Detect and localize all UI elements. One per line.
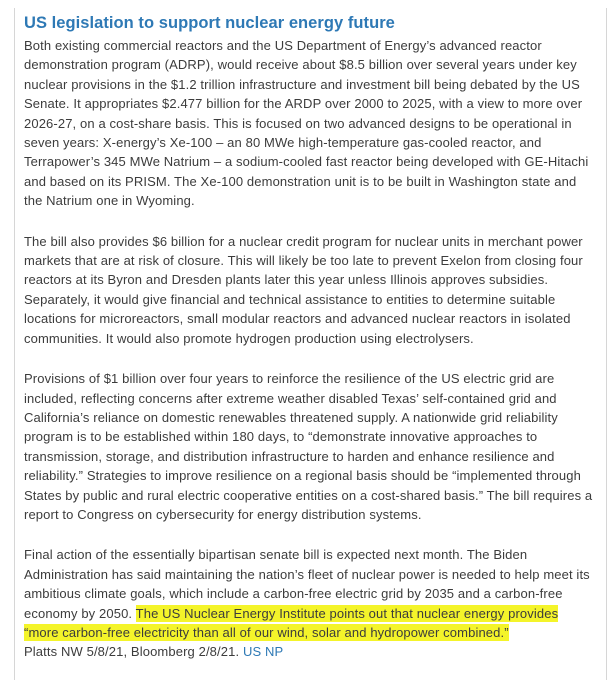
source-link[interactable]: US NP	[242, 644, 284, 660]
source-citation: Platts NW 5/8/21, Bloomberg 2/8/21.	[24, 644, 243, 660]
highlighted-quote: The US Nuclear Energy Institute points out that nuclear energy provides “more carbon-free electricity than all of our wind, solar and hydropower combined.”	[24, 605, 559, 640]
article-title: US legislation to support nuclear energy future	[24, 14, 395, 32]
paragraph-grid-resilience: Provisions of $1 billion over four years to reinforce the resilience of the US electric grid are included, reflecting concerns after extreme weather disabled Texas’ self-contained grid and California’s reliance on domestic renewables threatened supply. A nationwide grid reliability program is to be established within 180 days, to “demonstrate innovative approaches to transmission, storage, and distribution infrastructure to harden and enhance resilience and reliability.” Strategies to improve resilience on a regional basis should be “implemented through States by public and rural electric cooperative entities on a cost-shared basis.” The bill requires a report to Congress on cybersecurity for energy distribution systems.	[24, 371, 593, 522]
paragraph-advanced-reactors: Both existing commercial reactors and the US Department of Energy’s advanced reactor demonstration program (ADRP), would receive about $8.5 billion over several years under key nuclear provisions in the $1.2 trillion infrastructure and investment bill being debated by the US Senate. It appropriates $2.477 billion for the ARDP over 2000 to 2025, with a view to more over 2026-27, on a cost-share basis. This is focused on two advanced designs to be operational in seven years: X-energy’s Xe-100 – an 80 MWe high-temperature gas-cooled reactor, and Terrapower’s 345 MWe Natrium – a sodium-cooled fast reactor being developed with GE-Hitachi and based on its PRISM. The Xe-100 demonstration unit is to be built in Washington state and the Natrium one in Wyoming.	[24, 38, 589, 209]
paragraph-final-action	[24, 545, 594, 661]
final-action-text: Final action of the essentially bipartisan senate bill is expected next month. The Biden Administration has said maintaining the nation’s fleet of nuclear power is needed to help meet its ambitious climate goals, which include a carbon-free electric grid by 2035 and a carbon-free economy by 2050.	[24, 547, 590, 621]
paragraph-nuclear-credit: The bill also provides $6 billion for a nuclear credit program for nuclear units in merchant power markets that are at risk of closure. This will likely be too late to prevent Exelon from closing four reactors at its Byron and Dresden plants later this year unless Illinois approves subsidies. Separately, it would give financial and technical assistance to entities to determine suitable locations for microreactors, small modular reactors and advanced nuclear reactors in isolated communities. It would also promote hydrogen production using electrolysers.	[24, 233, 583, 346]
news-article	[24, 13, 594, 662]
